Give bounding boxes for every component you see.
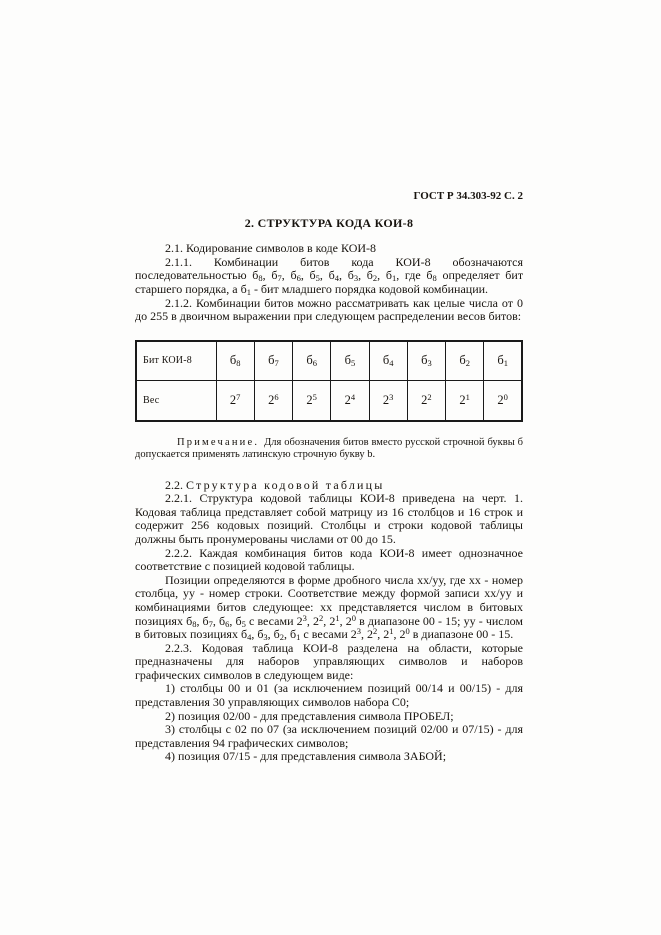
table-cell-bit: $б_1$ <box>484 341 522 381</box>
note-text: Для обозначения битов вместо русской строчной буквы б допускается применять латинскую строчную букву b. <box>135 436 524 461</box>
table-cell-weight: $2^3$ <box>369 381 407 421</box>
table-cell-bit: $б_7$ <box>254 341 292 381</box>
table-cell-bit: $б_5$ <box>331 341 369 381</box>
table-cell-bit: $б_8$ <box>216 341 254 381</box>
note-paragraph <box>135 437 523 462</box>
list-item-4: 4) позиция 07/15 - для представления символа ЗАБОЙ; <box>165 749 447 764</box>
paragraph-2-1-1: 2.1.1. Комбинации битов кода КОИ-8 обозначаются последовательностью $б_8$, $б_7$, $б_6$, $б_5$, $б_4$, $б_3$, $б_2$, $б_1$, где $б_8$ определяет бит старшего порядка, а $б_1$ - бит младшего порядка кодовой комбинации. <box>135 254 524 297</box>
list-item-2: 2) позиция 02/00 - для представления символа ПРОБЕЛ; <box>165 708 454 723</box>
subsection-2-2-number: 2.2. <box>165 477 183 492</box>
table-cell-weight: $2^7$ <box>216 381 254 421</box>
table-row-label-bits: Бит КОИ-8 <box>136 341 216 381</box>
table-cell-weight: $2^5$ <box>293 381 331 421</box>
paragraph-2-2-3: 2.2.3. Кодовая таблица КОИ-8 разделена на области, которые предназначены для наборов управляющих символов и наборов графических символов в следующем виде: <box>135 640 523 682</box>
table-cell-weight: $2^6$ <box>254 381 292 421</box>
note-label: Примечание. <box>177 436 260 448</box>
table-cell-weight: $2^0$ <box>484 381 522 421</box>
subsection-2-2-title: Структура кодовой таблицы <box>186 477 385 492</box>
table-row-weights <box>136 381 522 421</box>
table-row-bits <box>136 341 522 381</box>
section-title: 2. СТРУКТУРА КОДА КОИ-8 <box>244 215 414 230</box>
doc-reference: ГОСТ Р 34.303-92 С. 2 <box>413 190 523 202</box>
bit-weight-table <box>135 340 523 422</box>
paragraph-2-2-1: 2.2.1. Структура кодовой таблицы КОИ-8 приведена на черт. 1. Кодовая таблица представляет собой матрицу из 16 столбцов и 16 строк и содержит 256 кодовых позиций. Столбцы и строки кодовой таблицы должны быть пронумерованы числами от 00 до 15. <box>135 491 523 546</box>
table-cell-bit: $б_2$ <box>446 341 484 381</box>
table-cell-bit: $б_4$ <box>369 341 407 381</box>
table-cell-weight: $2^4$ <box>331 381 369 421</box>
list-item-3: 3) столбцы с 02 по 07 (за исключением позиций 02/00 и 07/15) - для представления 94 графических символов; <box>135 722 523 750</box>
paragraph-2-1-2: 2.1.2. Комбинации битов можно рассматривать как целые числа от 0 до 255 в двоичном выражении при следующем распределении весов битов: <box>135 295 523 324</box>
table-cell-weight: $2^1$ <box>446 381 484 421</box>
page-content <box>135 190 523 764</box>
table-row-label-weight: Вес <box>136 381 216 421</box>
table-cell-bit: $б_6$ <box>293 341 331 381</box>
table-cell-weight: $2^2$ <box>407 381 445 421</box>
paragraph-2-2-2: 2.2.2. Каждая комбинация битов кода КОИ-8 имеет однозначное соответствие с позицией кодовой таблицы. <box>135 545 523 574</box>
table-cell-bit: $б_3$ <box>407 341 445 381</box>
paragraph-positions: Позиции определяются в форме дробного числа хх/уу, где хх - номер столбца, уу - номер строки. Соответствие между формой записи хх/уу и комбинациями битов следующее: хх представляется числом в битовых позициях $б_8$, $б_7$, $б_6$, $б_5$ с весами $2^3$, $2^2$, $2^1$, $2^0$ в диапазоне 00 - 15; уу - числом в битовых позициях $б_4$, $б_3$, $б_2$, $б_1$ с весами $2^3$, $2^2$, $2^1$, $2^0$ в диапазоне 00 - 15. <box>135 572 523 643</box>
subsection-2-1-heading: 2.1. Кодирование символов в коде КОИ-8 <box>165 241 377 256</box>
list-item-1: 1) столбцы 00 и 01 (за исключением позиций 00/14 и 00/15) - для представления 30 управляющих символов набора С0; <box>135 681 523 710</box>
subsection-2-2-heading <box>135 479 523 493</box>
